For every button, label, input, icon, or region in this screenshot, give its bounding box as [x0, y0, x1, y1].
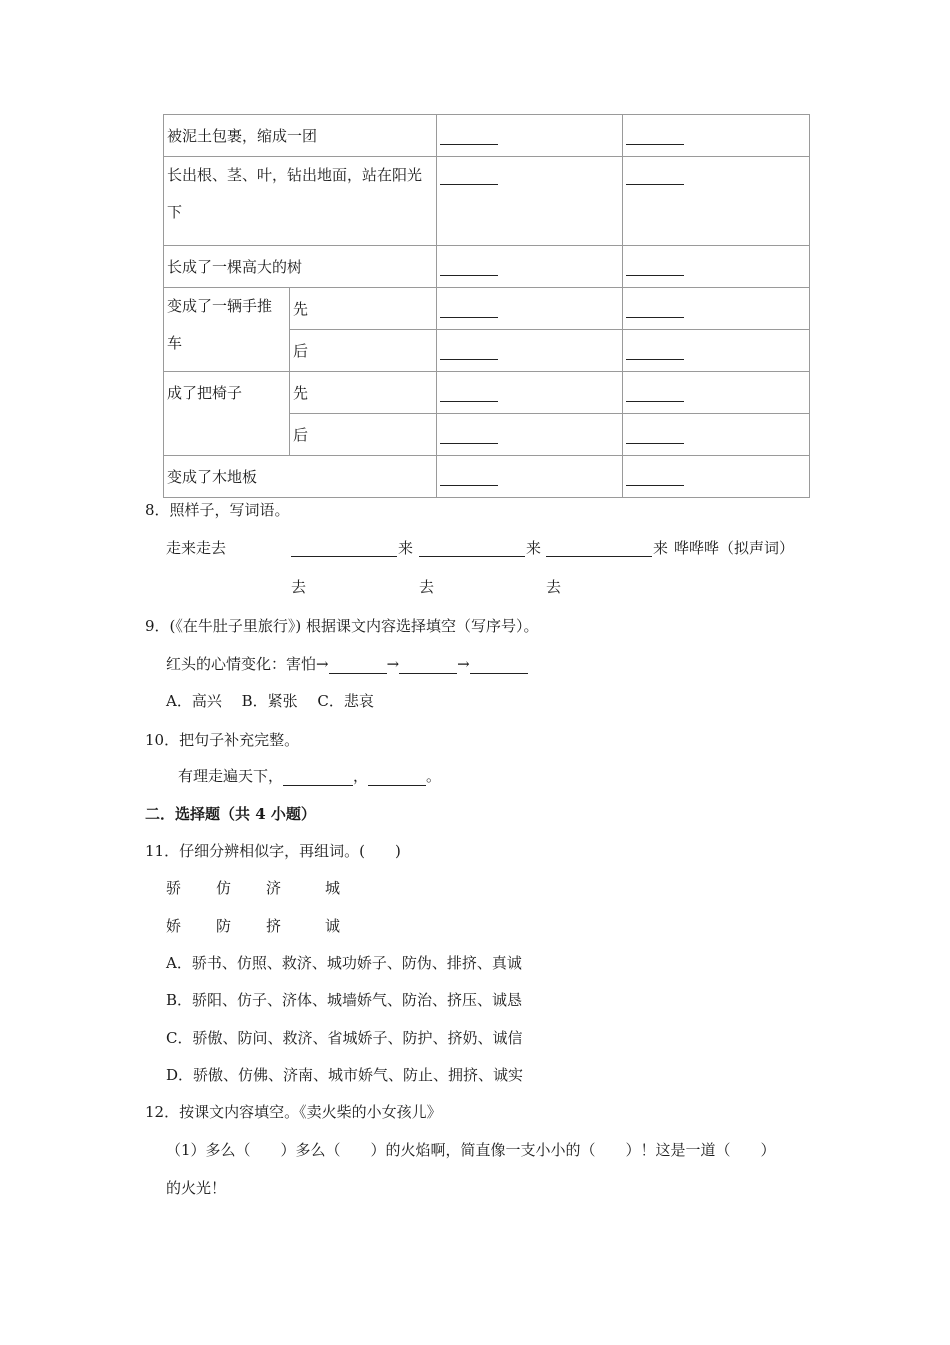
answer-blank[interactable]	[440, 258, 498, 276]
q11-char: 仿	[216, 879, 232, 897]
q11-char: 骄	[166, 879, 182, 897]
table-cell-answer[interactable]	[437, 456, 623, 498]
q10-prefix: 有理走遍天下，	[178, 767, 284, 785]
q11-char: 娇	[166, 917, 182, 935]
table-cell-answer[interactable]	[623, 246, 810, 288]
question-10-title: 10．把句子补充完整。	[145, 731, 300, 749]
answer-blank[interactable]	[626, 468, 684, 486]
answer-blank[interactable]	[440, 468, 498, 486]
table-cell-answer[interactable]	[623, 330, 810, 372]
table-cell-sub: 先	[290, 288, 437, 330]
table-cell-answer[interactable]	[623, 372, 810, 414]
table-row	[164, 246, 810, 288]
answer-blank[interactable]	[626, 426, 684, 444]
q9-blank-2[interactable]	[399, 656, 457, 674]
table-cell-label: 变成了木地板	[164, 456, 437, 498]
table-cell-label: 长出根、茎、叶，钻出地面，站在阳光下	[164, 157, 437, 246]
answer-blank[interactable]	[626, 342, 684, 360]
question-12-title: 12．按课文内容填空。《卖火柴的小女孩儿》	[145, 1103, 442, 1121]
table-cell-answer[interactable]	[623, 456, 810, 498]
q11-option-b: B．骄阳、仿子、济体、城墙娇气、防治、挤压、诚恳	[166, 991, 523, 1009]
q11-char: 挤	[266, 917, 282, 935]
arrow-icon: →	[316, 655, 329, 673]
table-cell-answer[interactable]	[437, 414, 623, 456]
q10-end: 。	[426, 767, 442, 785]
table-cell-sub: 后	[290, 414, 437, 456]
table-cell-answer[interactable]	[623, 414, 810, 456]
q8-blank-2[interactable]	[419, 539, 525, 557]
q8-example: 走来走去	[166, 539, 227, 557]
q9-prompt: 红头的心情变化：害怕	[166, 655, 317, 673]
table-row	[164, 288, 810, 330]
table-cell-label: 长成了一棵高大的树	[164, 246, 437, 288]
table-row	[164, 115, 810, 157]
answer-blank[interactable]	[440, 167, 498, 185]
answer-blank[interactable]	[440, 127, 498, 145]
table-cell-answer[interactable]	[623, 157, 810, 246]
q11-option-d: D．骄傲、仿佛、济南、城市娇气、防止、拥挤、诚实	[166, 1066, 524, 1084]
answer-table	[163, 114, 810, 498]
q12-line-1: （1）多么（ ）多么（ ）的火焰啊，简直像一支小小的（ ）！这是一道（ ）	[166, 1141, 776, 1159]
q11-char: 济	[266, 879, 282, 897]
q9-prompt-line	[166, 653, 528, 674]
table-cell-answer[interactable]	[437, 372, 623, 414]
q8-lai-1: 来	[398, 539, 414, 557]
q8-qu-3: 去	[546, 578, 562, 596]
answer-blank[interactable]	[626, 167, 684, 185]
table-cell-sub: 先	[290, 372, 437, 414]
q8-lai-2: 来	[526, 539, 542, 557]
q12-line-2: 的火光！	[166, 1179, 227, 1197]
table-row	[164, 157, 810, 246]
answer-blank[interactable]	[440, 300, 498, 318]
q11-option-a: A．骄书、仿照、救济、城功娇子、防伪、排挤、真诚	[166, 954, 522, 972]
table-row	[164, 456, 810, 498]
table-cell-answer[interactable]	[437, 115, 623, 157]
table-cell-sub: 后	[290, 330, 437, 372]
q10-blank-1[interactable]	[283, 768, 353, 786]
table-cell-label: 成了把椅子	[164, 372, 290, 456]
q9-blank-1[interactable]	[329, 656, 387, 674]
section-2-title: 二．选择题（共 4 小题）	[145, 805, 316, 823]
q8-blank-1[interactable]	[291, 539, 397, 557]
table-cell-answer[interactable]	[623, 288, 810, 330]
table-cell-answer[interactable]	[437, 288, 623, 330]
q9-options: A．高兴 B．紧张 C．悲哀	[166, 692, 374, 710]
table-cell-answer[interactable]	[437, 330, 623, 372]
table-cell-label: 变成了一辆手推车	[164, 288, 290, 372]
q11-char: 诚	[325, 917, 341, 935]
q10-blank-2[interactable]	[368, 768, 426, 786]
q8-qu-1: 去	[291, 578, 307, 596]
answer-blank[interactable]	[626, 127, 684, 145]
q11-option-c: C．骄傲、防问、救济、省城娇子、防护、挤奶、诚信	[166, 1029, 523, 1047]
table-cell-answer[interactable]	[437, 246, 623, 288]
answer-blank[interactable]	[440, 426, 498, 444]
q11-char: 城	[325, 879, 341, 897]
q8-lai-3: 来	[653, 539, 669, 557]
q9-blank-3[interactable]	[470, 656, 528, 674]
arrow-icon: →	[386, 655, 400, 673]
table-row	[164, 372, 810, 414]
arrow-icon: →	[457, 655, 470, 673]
question-9-title: 9．(《在牛肚子里旅行》) 根据课文内容选择填空（写序号）。	[145, 617, 539, 635]
q8-blank-3[interactable]	[546, 539, 652, 557]
answer-blank[interactable]	[626, 300, 684, 318]
question-11-title: 11．仔细分辨相似字，再组词。( )	[145, 842, 401, 860]
question-8-title: 8．照样子，写词语。	[145, 501, 290, 519]
table-cell-label: 被泥土包裹，缩成一团	[164, 115, 437, 157]
table-cell-answer[interactable]	[437, 157, 623, 246]
answer-blank[interactable]	[626, 384, 684, 402]
answer-blank[interactable]	[440, 342, 498, 360]
q11-char: 防	[216, 917, 232, 935]
answer-blank[interactable]	[626, 258, 684, 276]
q8-qu-2: 去	[419, 578, 435, 596]
q10-mid: ，	[353, 767, 369, 785]
q8-tail: 哗哗哗（拟声词）	[674, 539, 795, 557]
answer-blank[interactable]	[440, 384, 498, 402]
table-cell-answer[interactable]	[623, 115, 810, 157]
q10-line	[178, 765, 441, 786]
